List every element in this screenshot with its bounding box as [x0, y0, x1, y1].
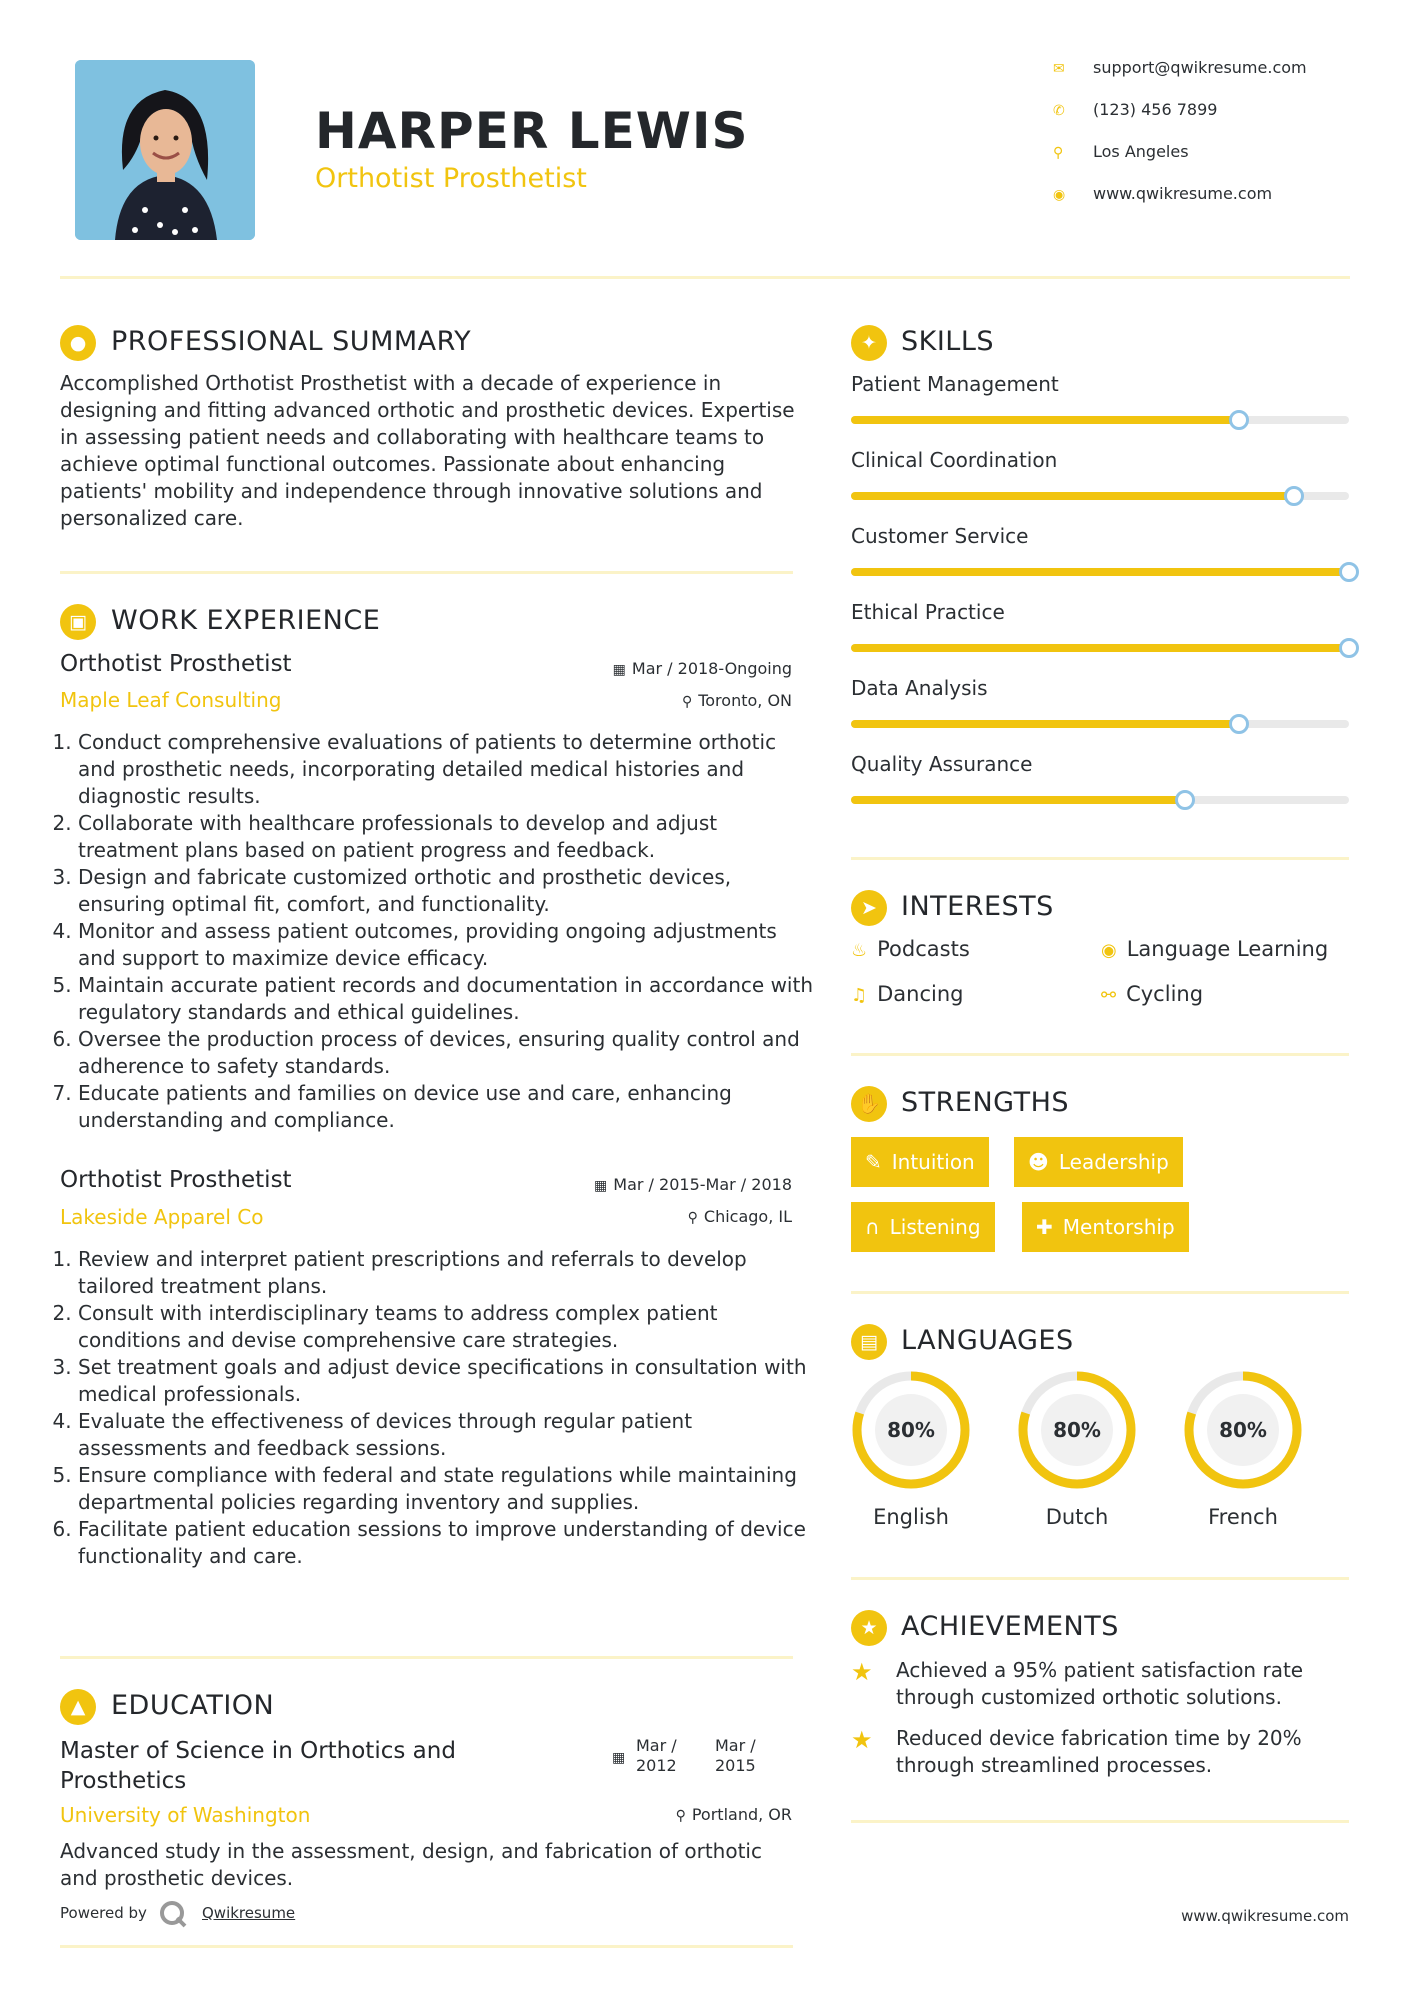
- contact-phone[interactable]: ✆ (123) 456 7899: [1053, 100, 1218, 119]
- skill-bar-knob: [1229, 714, 1249, 734]
- summary-text: Accomplished Orthotist Prosthetist with a decade of experience in designing and fitting advanced orthotic and prosthetic devices. Expertise in assessing patient needs and collaborating with healthcare teams to achieve optimal functional outcomes. Passionate about enhancing patients' mobility and independence through innovative solutions and personalized care.: [60, 371, 795, 530]
- envelope-icon: ✉: [1053, 61, 1065, 77]
- languages-divider: [851, 1577, 1349, 1580]
- language-percent: 80%: [887, 1418, 935, 1442]
- strengths-divider: [851, 1291, 1349, 1294]
- achievements-divider: [851, 1820, 1349, 1823]
- education-location: ⚲ Portland, OR: [675, 1805, 792, 1824]
- candidate-title: Orthotist Prosthetist: [315, 163, 587, 194]
- list-item: 6. Facilitate patient education sessions to improve understanding of device functionality and care.: [78, 1516, 818, 1570]
- education-heading: EDUCATION: [111, 1690, 275, 1721]
- job-1-duties: [60, 729, 818, 1134]
- interest-language-learning: ◉ Language Learning: [1101, 937, 1329, 961]
- job-1-date: ▦ Mar / 2018-Ongoing: [612, 659, 792, 678]
- globe-icon: ◉: [1101, 940, 1117, 961]
- skill-label: Data Analysis: [851, 676, 988, 700]
- skill-bar-knob: [1175, 790, 1195, 810]
- skill-bar-knob: [1229, 410, 1249, 430]
- skill-bar: [851, 568, 1349, 576]
- education-date-start: Mar / 2012: [636, 1736, 677, 1775]
- paper-plane-icon: ➤: [851, 890, 887, 926]
- bicycle-icon: ⚯: [1101, 985, 1117, 1006]
- footer-url[interactable]: www.qwikresume.com: [1181, 1907, 1349, 1925]
- strength-mentorship: ✚ Mentorship: [1022, 1202, 1189, 1252]
- skill-bar-fill: [851, 796, 1185, 804]
- language-percent: 80%: [1219, 1418, 1267, 1442]
- job-2-location: ⚲ Chicago, IL: [687, 1207, 792, 1226]
- job-1-location: ⚲ Toronto, ON: [681, 691, 792, 710]
- pushpin-icon: ⚲: [675, 1808, 686, 1824]
- music-note-icon: ♫: [851, 985, 868, 1006]
- list-item: 3. Set treatment goals and adjust device specifications in consultation with medical professionals.: [78, 1354, 818, 1408]
- experience-divider: [60, 1656, 793, 1659]
- skill-bar-fill: [851, 720, 1239, 728]
- list-item: 5. Ensure compliance with federal and state regulations while maintaining departmental policies regarding inventory and supplies.: [78, 1462, 818, 1516]
- skill-bar-knob: [1284, 486, 1304, 506]
- microphone-icon: ♨: [851, 940, 868, 961]
- language-name: French: [1208, 1505, 1278, 1529]
- strengths-heading: STRENGTHS: [901, 1087, 1070, 1118]
- list-item: 4. Evaluate the effectiveness of devices through regular patient assessments and feedback sessions.: [78, 1408, 818, 1462]
- interest-podcasts: ♨ Podcasts: [851, 937, 970, 961]
- lightbulb-icon: ✦: [851, 325, 887, 361]
- skill-label: Customer Service: [851, 524, 1029, 548]
- skills-heading: SKILLS: [901, 326, 995, 357]
- candidate-name: HARPER LEWIS: [315, 102, 749, 160]
- skill-bar: [851, 416, 1349, 424]
- summary-heading: PROFESSIONAL SUMMARY: [111, 326, 472, 357]
- achievement-1: Achieved a 95% patient satisfaction rate through customized orthotic solutions.: [896, 1658, 1304, 1709]
- map-pin-icon: ⚲: [1053, 145, 1064, 161]
- skill-bar-knob: [1339, 638, 1359, 658]
- header-divider: [60, 276, 1350, 279]
- qwikresume-logo-icon: [158, 1899, 188, 1929]
- language-ring: [849, 1368, 973, 1492]
- calendar-icon: ▦: [612, 662, 626, 678]
- languages-heading: LANGUAGES: [901, 1325, 1074, 1356]
- skill-bar-fill: [851, 416, 1239, 424]
- job-2-duties: [60, 1246, 818, 1570]
- profile-photo: [75, 60, 255, 240]
- interest-dancing: ♫ Dancing: [851, 982, 964, 1006]
- skill-bar-fill: [851, 644, 1349, 652]
- hand-icon: ✋: [851, 1086, 887, 1122]
- skill-label: Patient Management: [851, 372, 1059, 396]
- footer-divider: [60, 1945, 793, 1948]
- list-item: 6. Oversee the production process of devices, ensuring quality control and adherence to safety standards.: [78, 1026, 818, 1080]
- list-item: 7. Educate patients and families on device use and care, enhancing understanding and compliance.: [78, 1080, 818, 1134]
- job-2-date: ▦ Mar / 2015-Mar / 2018: [594, 1175, 792, 1194]
- achievement-star-icon: ★: [851, 1726, 873, 1754]
- calendar-icon: ▦: [594, 1178, 608, 1194]
- interest-cycling: ⚯ Cycling: [1101, 982, 1204, 1006]
- job-2-title: Orthotist Prosthetist: [60, 1167, 292, 1193]
- list-item: 4. Monitor and assess patient outcomes, providing ongoing adjustments and support to maximize device efficacy.: [78, 918, 818, 972]
- pushpin-icon: ⚲: [687, 1210, 698, 1226]
- user-icon: ●: [60, 325, 96, 361]
- skill-bar-fill: [851, 492, 1294, 500]
- skill-label: Ethical Practice: [851, 600, 1005, 624]
- briefcase-icon: ▣: [60, 604, 96, 640]
- skill-bar: [851, 720, 1349, 728]
- skill-label: Quality Assurance: [851, 752, 1033, 776]
- skill-bar: [851, 492, 1349, 500]
- achievements-heading: ACHIEVEMENTS: [901, 1611, 1119, 1642]
- list-item: 1. Conduct comprehensive evaluations of patients to determine orthotic and prosthetic needs, incorporating detailed medical histories and diagnostic results.: [78, 729, 818, 810]
- list-item: 5. Maintain accurate patient records and documentation in accordance with regulatory standards and ethical guidelines.: [78, 972, 818, 1026]
- skill-label: Clinical Coordination: [851, 448, 1058, 472]
- language-icon: ▤: [851, 1324, 887, 1360]
- list-item: 2. Consult with interdisciplinary teams to address complex patient conditions and devise comprehensive care strategies.: [78, 1300, 818, 1354]
- contact-email[interactable]: ✉ support@qwikresume.com: [1053, 58, 1307, 77]
- skill-bar-fill: [851, 568, 1349, 576]
- contact-website[interactable]: ◉ www.qwikresume.com: [1053, 184, 1273, 203]
- skill-bar: [851, 644, 1349, 652]
- experience-heading: WORK EXPERIENCE: [111, 605, 381, 636]
- education-date-end: Mar / 2015: [715, 1736, 756, 1775]
- list-item: 1. Review and interpret patient prescriptions and referrals to develop tailored treatment plans.: [78, 1246, 818, 1300]
- education-description: Advanced study in the assessment, design, and fabrication of orthotic and prosthetic devices.: [60, 1839, 762, 1890]
- strength-intuition: ✎ Intuition: [851, 1137, 989, 1187]
- user-plus-icon: ✚: [1036, 1215, 1053, 1239]
- graduation-cap-icon: ▲: [60, 1689, 96, 1725]
- pushpin-icon: ⚲: [681, 694, 693, 710]
- job-2-company: Lakeside Apparel Co: [60, 1205, 264, 1229]
- star-icon: ★: [851, 1610, 887, 1646]
- language-name: Dutch: [1045, 1505, 1109, 1529]
- phone-icon: ✆: [1053, 103, 1065, 119]
- users-icon: ☻: [1028, 1150, 1049, 1174]
- powered-by-label: Powered by: [60, 1904, 147, 1922]
- list-item: 2. Collaborate with healthcare professionals to develop and adjust treatment plans based on patient progress and feedback.: [78, 810, 818, 864]
- headphones-icon: ∩: [865, 1215, 880, 1239]
- achievement-star-icon: ★: [851, 1658, 873, 1686]
- achievement-2: Reduced device fabrication time by 20% through streamlined processes.: [896, 1726, 1302, 1777]
- language-name: English: [873, 1505, 949, 1529]
- interests-heading: INTERESTS: [901, 891, 1054, 922]
- calendar-icon: ▦: [612, 1750, 626, 1766]
- summary-divider: [60, 571, 793, 574]
- skill-bar: [851, 796, 1349, 804]
- list-item: 3. Design and fabricate customized orthotic and prosthetic devices, ensuring optimal fit, comfort, and functionality.: [78, 864, 818, 918]
- education-school: University of Washington: [60, 1803, 311, 1827]
- language-ring: [1181, 1368, 1305, 1492]
- qwikresume-link[interactable]: Qwikresume: [202, 1904, 296, 1922]
- language-ring: [1015, 1368, 1139, 1492]
- strength-leadership: ☻ Leadership: [1014, 1137, 1183, 1187]
- strength-listening: ∩ Listening: [851, 1202, 995, 1252]
- language-percent: 80%: [1053, 1418, 1101, 1442]
- job-1-title: Orthotist Prosthetist: [60, 651, 292, 677]
- globe-icon: ◉: [1053, 187, 1066, 203]
- magic-wand-icon: ✎: [865, 1150, 882, 1174]
- contact-location: ⚲ Los Angeles: [1053, 142, 1189, 161]
- education-degree: Master of Science in Orthotics and Prosthetics: [60, 1738, 456, 1794]
- skills-divider: [851, 857, 1349, 860]
- skill-bar-knob: [1339, 562, 1359, 582]
- profile-photo-image: [75, 60, 255, 240]
- interests-divider: [851, 1053, 1349, 1056]
- job-1-company: Maple Leaf Consulting: [60, 688, 282, 712]
